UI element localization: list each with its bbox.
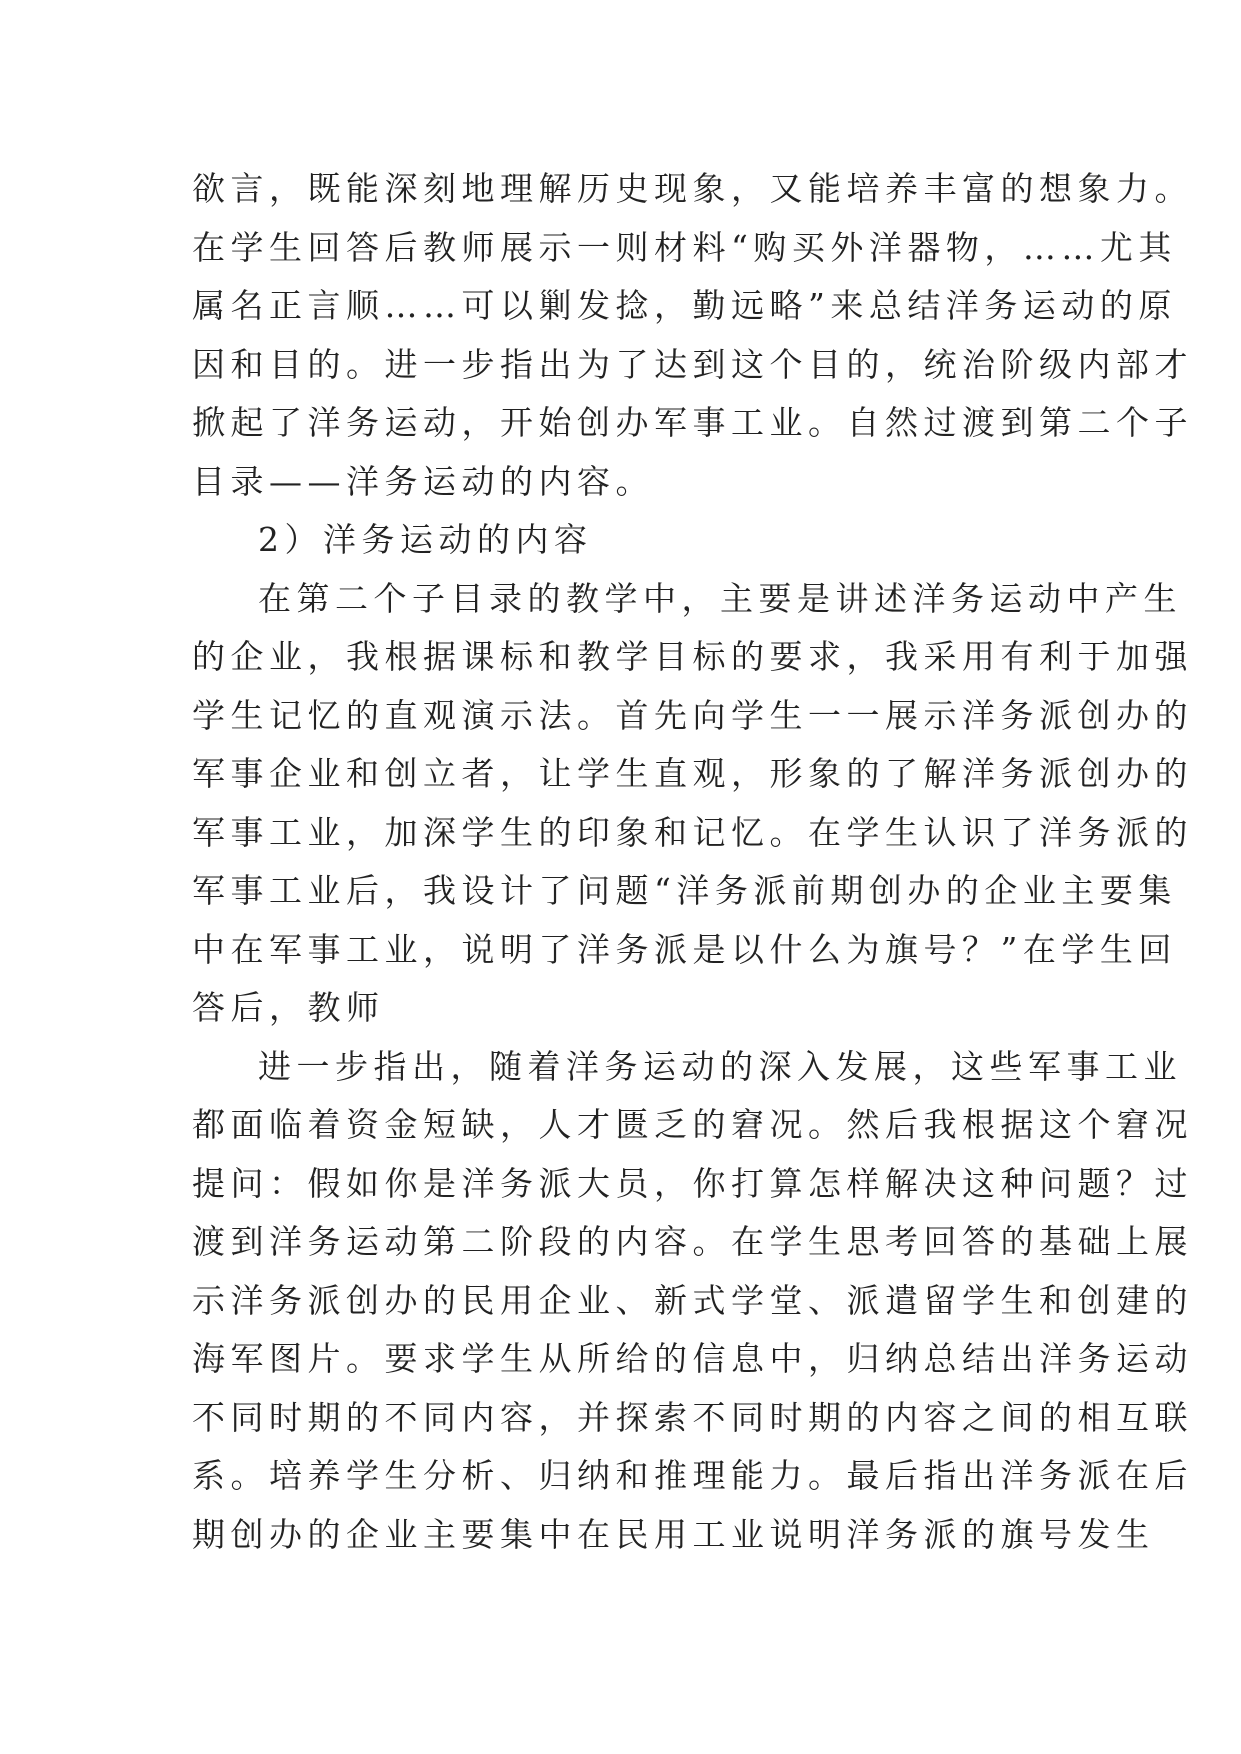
- text-line: 掀起了洋务运动，开始创办军事工业。自然过渡到第二个子: [192, 403, 1193, 442]
- section-heading: 2）洋务运动的内容: [258, 520, 593, 559]
- text-line: 目录——洋务运动的内容。: [192, 461, 654, 501]
- text-line: 系。培养学生分析、归纳和推理能力。最后指出洋务派在后: [192, 1456, 1193, 1495]
- text-line: 在学生回答后教师展示一则材料“购买外洋器物，……尤其: [192, 227, 1177, 267]
- text-line: 渡到洋务运动第二阶段的内容。在学生思考回答的基础上展: [192, 1222, 1193, 1261]
- text-line: 不同时期的不同内容，并探索不同时期的内容之间的相互联: [192, 1397, 1193, 1437]
- text-line: 海军图片。要求学生从所给的信息中，归纳总结出洋务运动: [192, 1339, 1193, 1378]
- text-line: 军事工业后，我设计了问题“洋务派前期创办的企业主要集: [192, 871, 1177, 910]
- text-line: 期创办的企业主要集中在民用工业说明洋务派的旗号发生: [192, 1514, 1155, 1554]
- text-line: 军事企业和创立者，让学生直观，形象的了解洋务派创办的: [192, 754, 1193, 793]
- text-line: 因和目的。进一步指出为了达到这个目的，统治阶级内部才: [192, 344, 1193, 384]
- text-line: 属名正言顺……可以剿发捻，勤远略”来总结洋务运动的原: [192, 286, 1177, 325]
- text-line: 军事工业，加深学生的印象和记忆。在学生认识了洋务派的: [192, 812, 1193, 852]
- paragraph-first-line: 进一步指出，随着洋务运动的深入发展，这些军事工业: [258, 1046, 1182, 1086]
- text-line: 中在军事工业，说明了洋务派是以什么为旗号？”在学生回: [192, 929, 1177, 969]
- text-line: 提问：假如你是洋务派大员，你打算怎样解决这种问题？过: [192, 1163, 1193, 1203]
- text-line: 答后，教师: [192, 988, 385, 1027]
- text-line: 的企业，我根据课标和教学目标的要求，我采用有利于加强: [192, 637, 1193, 676]
- body-text: [192, 160, 1193, 1564]
- text-line: 示洋务派创办的民用企业、新式学堂、派遣留学生和创建的: [192, 1280, 1193, 1320]
- text-line: 欲言，既能深刻地理解历史现象，又能培养丰富的想象力。: [192, 169, 1193, 208]
- paragraph-first-line: 在第二个子目录的教学中，主要是讲述洋务运动中产生: [258, 578, 1182, 618]
- text-line: 都面临着资金短缺，人才匮乏的窘况。然后我根据这个窘况: [192, 1105, 1193, 1144]
- text-line: 学生记忆的直观演示法。首先向学生一一展示洋务派创办的: [192, 695, 1193, 735]
